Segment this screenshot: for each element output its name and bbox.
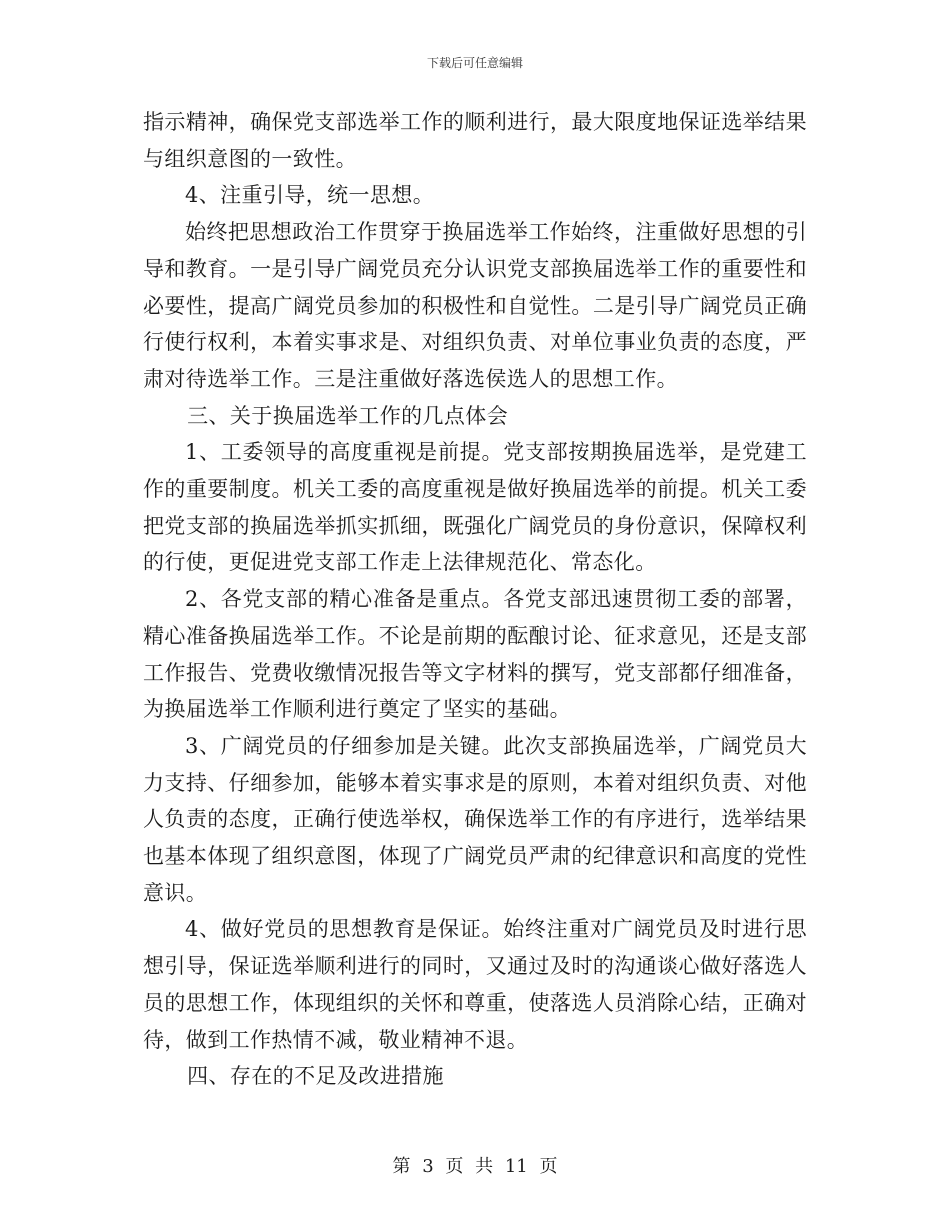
paragraph-2-subheading: 4、注重引导，统一思想。 <box>185 183 435 208</box>
paragraph-7: 3、广阔党员的仔细参加是关键。此次支部换届选举，广阔党员大力支持、仔细参加，能够本着实事求是的原则，本着对组织负责、对他人负责的态度，正确行使选举权，确保选举工作的有序进行，选举结果也基本体现了组织意图，体现了广阔党员严肃的纪律意识和高度的党性意识。 <box>143 733 807 905</box>
paragraph-3: 始终把思想政治工作贯穿于换届选举工作始终，注重做好思想的引导和教育。一是引导广阔党员充分认识党支部换届选举工作的重要性和必要性，提高广阔党员参加的积极性和自觉性。二是引导广阔党员正确行使行权利，本着实事求是、对组织负责、对单位事业负责的态度，严肃对待选举工作。三是注重做好落选侯选人的思想工作。 <box>143 220 807 391</box>
page-number-footer: 第 3 页 共 11 页 <box>392 1156 558 1177</box>
paragraph-8: 4、做好党员的思想教育是保证。始终注重对广阔党员及时进行思想引导，保证选举顺利进行的同时，又通过及时的沟通谈心做好落选人员的思想工作，体现组织的关怀和尊重，使落选人员消除心结，正确对待，做到工作热情不减，敬业精神不退。 <box>143 917 807 1052</box>
header-note: 下载后可任意编辑 <box>426 56 523 70</box>
section-heading-4: 四、存在的不足及改进措施 <box>187 1064 444 1089</box>
section-heading-3: 三、关于换届选举工作的几点体会 <box>187 403 509 428</box>
paragraph-6: 2、各党支部的精心准备是重点。各党支部迅速贯彻工委的部署，精心准备换届选举工作。不论是前期的酝酿讨论、征求意见，还是支部工作报告、党费收缴情况报告等文字材料的撰写，党支部都仔细准备，为换届选举工作顺利进行奠定了坚实的基础。 <box>143 587 807 722</box>
paragraph-1: 指示精神，确保党支部选举工作的顺利进行，最大限度地保证选举结果与组织意图的一致性。 <box>143 110 807 171</box>
paragraph-5: 1、工委领导的高度重视是前提。党支部按期换届选举，是党建工作的重要制度。机关工委的高度重视是做好换届选举的前提。机关工委把党支部的换届选举抓实抓细，既强化广阔党员的身份意识，保障权利的行使，更促进党支部工作走上法律规范化、常态化。 <box>143 440 807 575</box>
document-body <box>143 104 807 1095</box>
